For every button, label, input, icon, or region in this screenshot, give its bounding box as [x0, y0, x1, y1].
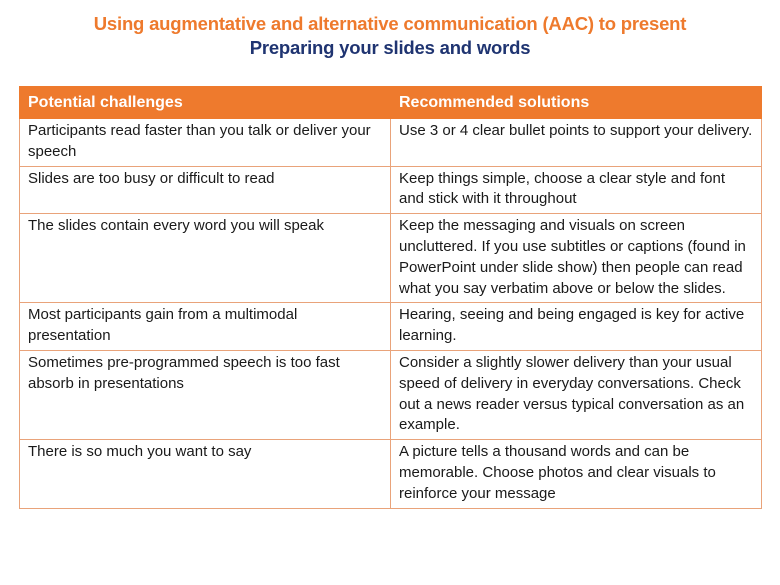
solution-cell: A picture tells a thousand words and can be memorable. Choose photos and clear visuals to reinforce your message	[391, 440, 762, 508]
challenge-cell: Participants read faster than you talk or deliver your speech	[20, 119, 391, 167]
column-header-challenges: Potential challenges	[20, 87, 391, 119]
solution-cell: Keep things simple, choose a clear style and font and stick with it throughout	[391, 166, 762, 214]
page-subtitle: Preparing your slides and words	[249, 37, 531, 58]
table-row	[20, 214, 762, 303]
table-row	[20, 119, 762, 167]
table-row	[20, 440, 762, 508]
challenge-cell: Sometimes pre-programmed speech is too fast absorb in presentations	[20, 350, 391, 439]
document-header	[0, 0, 780, 60]
challenge-cell: There is so much you want to say	[20, 440, 391, 508]
table-header-row	[20, 87, 762, 119]
challenge-cell: Slides are too busy or difficult to read	[20, 166, 391, 214]
challenge-cell: Most participants gain from a multimodal presentation	[20, 303, 391, 351]
table-row	[20, 166, 762, 214]
solution-cell: Hearing, seeing and being engaged is key for active learning.	[391, 303, 762, 351]
challenge-cell: The slides contain every word you will speak	[20, 214, 391, 303]
table-row	[20, 350, 762, 439]
solution-cell: Consider a slightly slower delivery than your usual speed of delivery in everyday conversations. Check out a news reader versus typical conversation as an example.	[391, 350, 762, 439]
challenges-solutions-table	[19, 86, 762, 509]
solution-cell: Keep the messaging and visuals on screen uncluttered. If you use subtitles or captions (found in PowerPoint under slide show) then people can read what you say verbatim above or below the slides.	[391, 214, 762, 303]
table-row	[20, 303, 762, 351]
solution-cell: Use 3 or 4 clear bullet points to support your delivery.	[391, 119, 762, 167]
column-header-solutions: Recommended solutions	[391, 87, 762, 119]
page-title: Using augmentative and alternative communication (AAC) to present	[93, 13, 687, 34]
